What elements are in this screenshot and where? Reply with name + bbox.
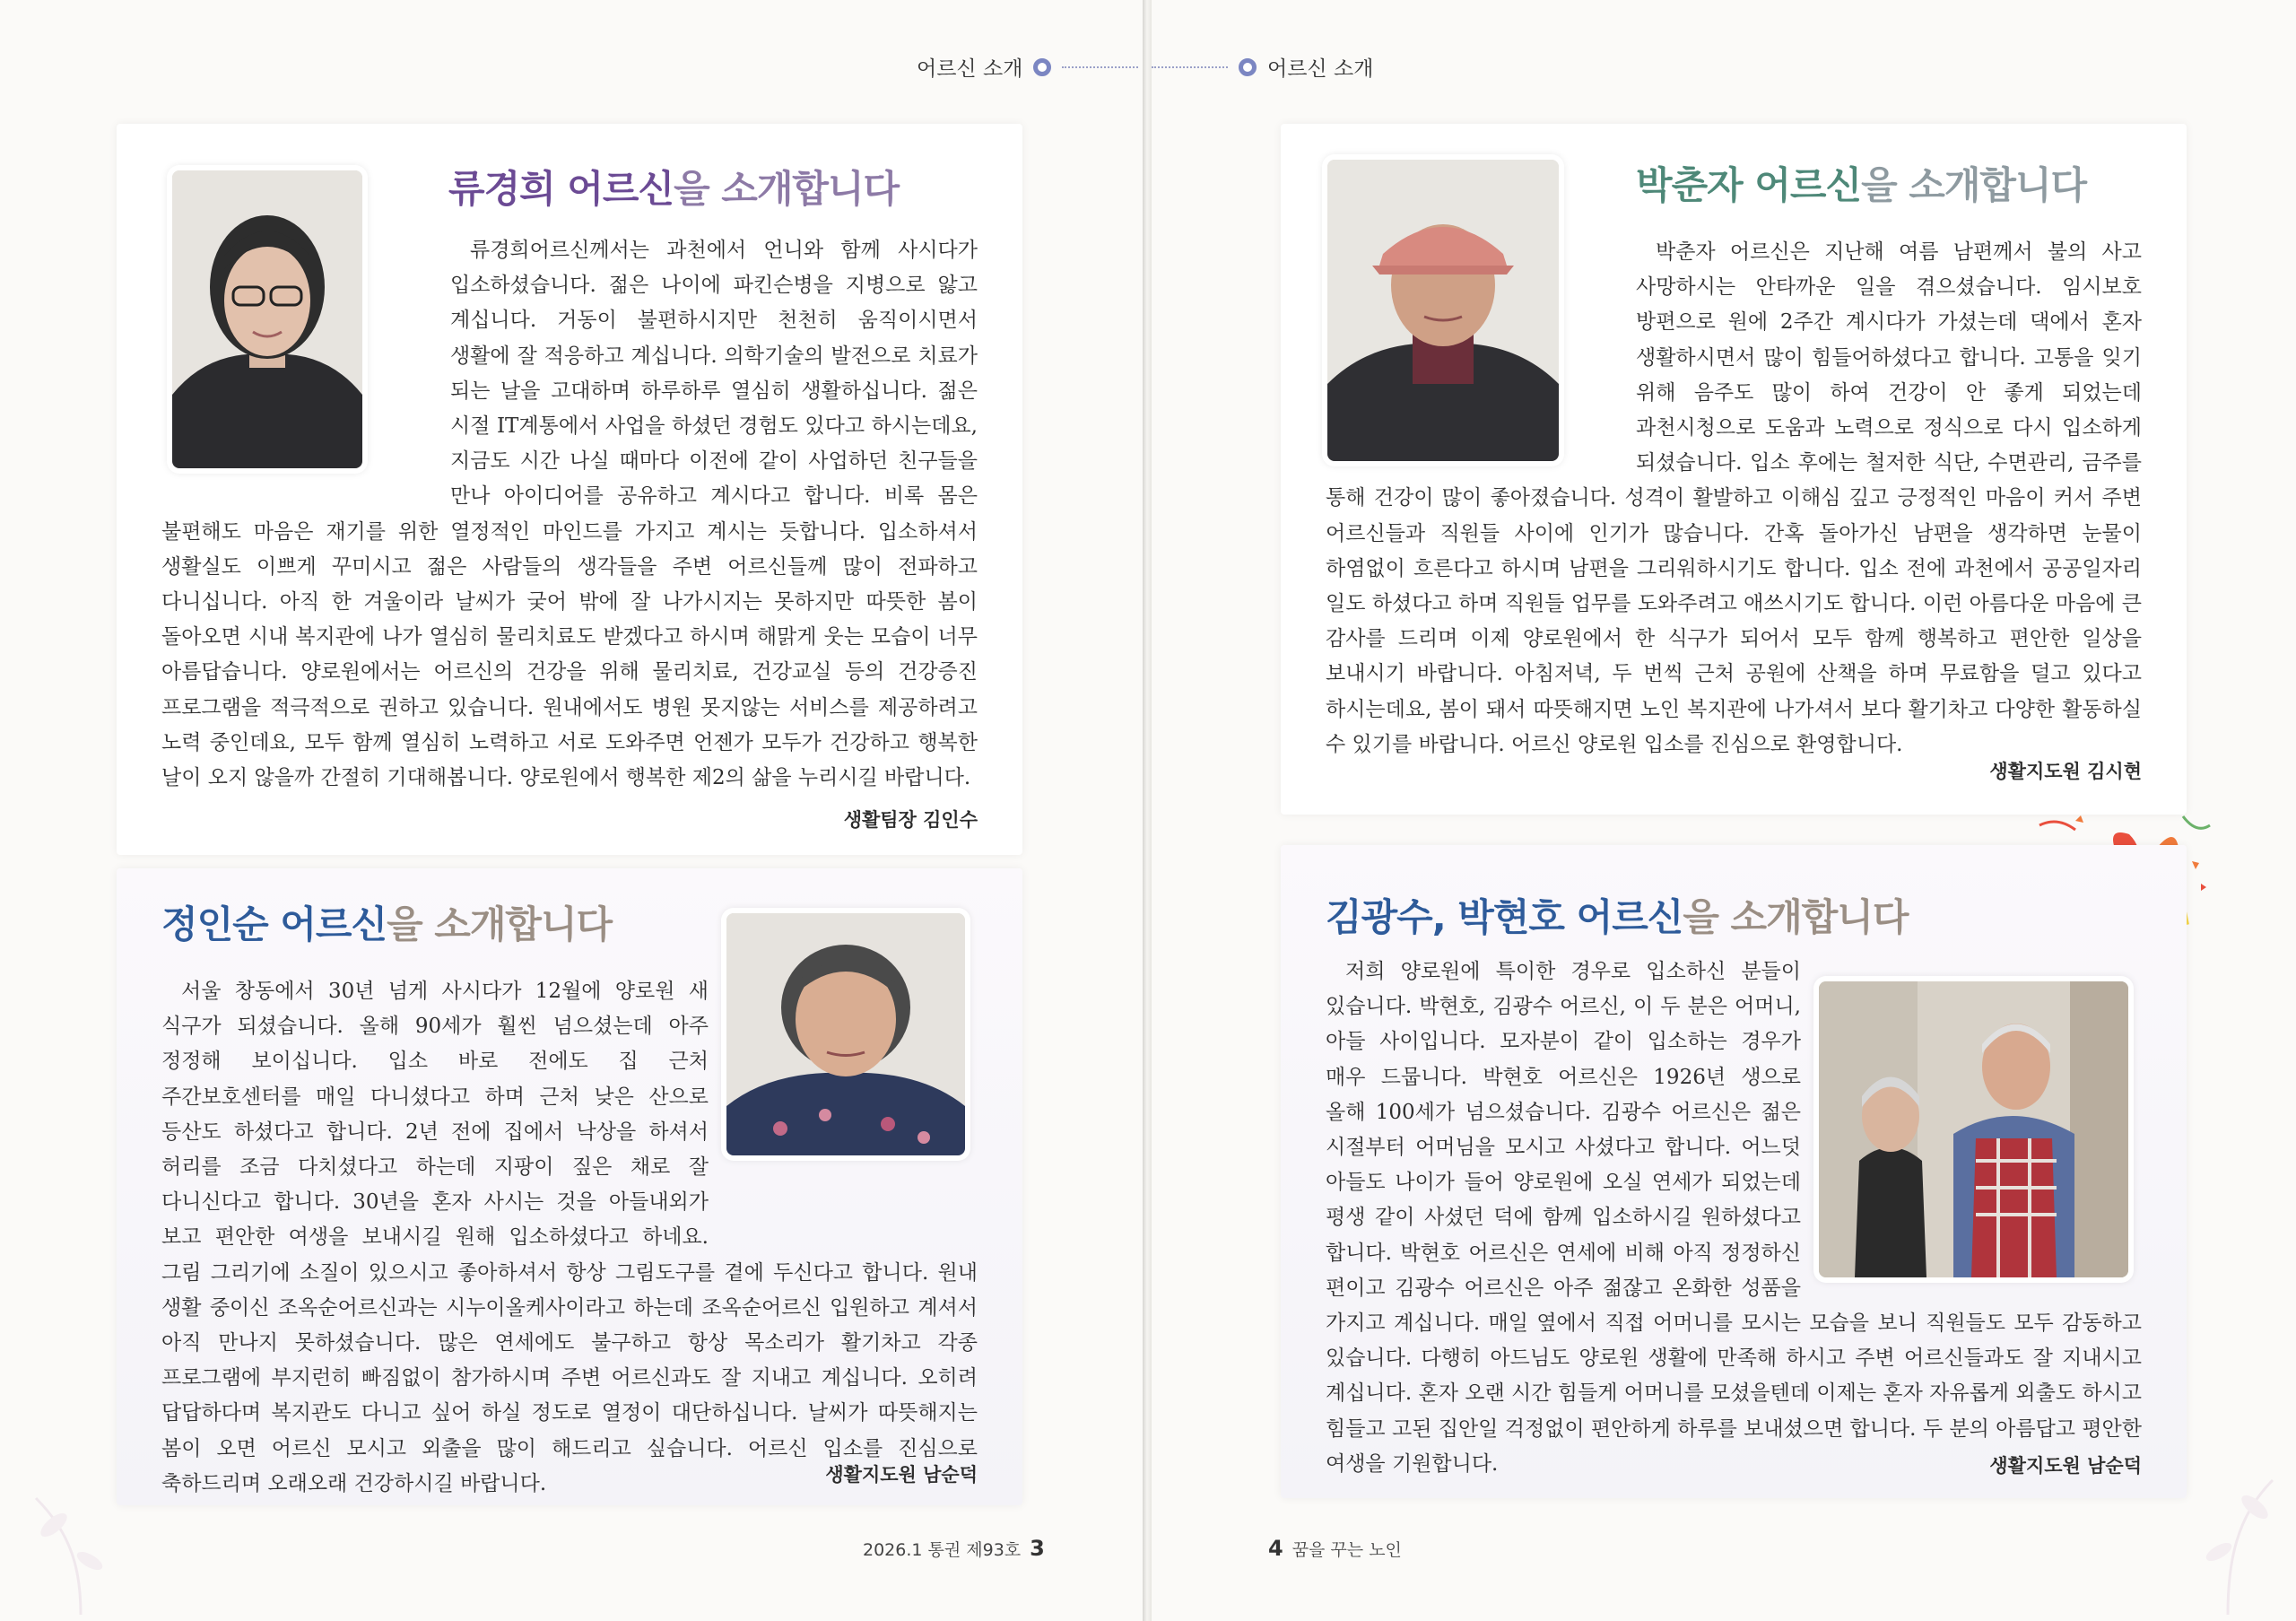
article-headline: 박춘자 어르신을 소개합니다: [1636, 163, 2087, 207]
article-headline: 김광수, 박현호 어르신을 소개합니다: [1326, 895, 1909, 939]
magazine-title: 꿈을 꾸는 노인: [1292, 1540, 1402, 1560]
article-signature: 생활팀장 김인수: [843, 809, 978, 831]
article-signature: 생활지도원 남순덕: [825, 1464, 978, 1486]
left-page: [0, 0, 1144, 1621]
section-label: 어르신 소개: [1152, 52, 1373, 82]
issue-info: 2026.1 통권 제93호: [863, 1540, 1022, 1560]
article-headline: 류경희 어르신을 소개합니다: [448, 167, 900, 211]
timeline-dot-icon: [1239, 58, 1257, 76]
divider: [1062, 66, 1138, 68]
article-signature: 생활지도원 남순덕: [1989, 1455, 2142, 1477]
article-card: [117, 868, 1022, 1505]
article-body: 류경희어르신께서는 과천에서 언니와 함께 사시다가 입소하셨습니다. 젊은 나이에 파킨슨병을 지병으로 앓고 계십니다. 거동이 불편하시지만 천천히 움직이시면서 생활에 잘 적응하고 계십니다. 의학기술의 발전으로 치료가 되는 날을 고대하며 하루하루 열심히 생활하십니다. 젊은 시절 IT계통에서 사업을 하셨던 경험도 있다고 하시는데요, 지금도 시간 나실 때마다 이전에 같이 사업하던 친구들을 만나 아이디어를 공유하고 계시다고 합니다. 비록 몸은 불편해도 마음은 재기를 위한 열정적인 마인드를 가지고 계시는 듯합니다. 입소하셔서 생활실도 이쁘게 꾸미시고 젊은 사람들의 생각들을 주변 어르신들께 많이 전파하고 다니십니다. 아직 한 겨울이라 날씨가 궂어 밖에 잘 나가시지는 못하지만 따뜻한 봄이 돌아오면 시내 복지관에 나가 열심히 물리치료도 받겠다고 하시며 해맑게 웃는 모습이 너무 아름답습니다. 양로원에서는 어르신의 건강을 위해 물리치료, 건강교실 등의 건강증진 프로그램을 적극적으로 권하고 있습니다. 원내에서도 병원 못지않는 서비스를 제공하려고 노력 중인데요, 모두 함께 열심히 노력하고 서로 도와주면 언젠가 모두가 건강하고 행복한 날이 오지 않을까 간절히 기대해봅니다. 양로원에서 행복한 제2의 삶을 누리시길 바랍니다.: [161, 239, 978, 790]
article-card: [1281, 845, 2187, 1498]
article-body: 박춘자 어르신은 지난해 여름 남편께서 불의 사고 사망하시는 안타까운 일을 겪으셨습니다. 임시보호 방편으로 원에 2주간 계시다가 가셨는데 댁에서 혼자 생활하시면서 많이 힘들어하셨다고 합니다. 고통을 잊기 위해 음주도 많이 하여 건강이 안 좋게 되었는데 과천시청으로 도움과 노력으로 정식으로 다시 입소하게 되셨습니다. 입소 후에는 철저한 식단, 수면관리, 금주를 통해 건강이 많이 좋아졌습니다. 성격이 활발하고 이해심 깊고 긍정적인 마음이 커서 주변 어르신들과 직원들 사이에 인기가 많습니다. 간혹 돌아가신 남편을 생각하면 눈물이 하염없이 흐른다고 하시며 남편을 그리워하시기도 합니다. 입소 전에 과천에서 공공일자리 일도 하셨다고 하며 직원들 업무를 도와주려고 애쓰시기도 합니다. 이런 아름다운 마음에 큰 감사를 드리며 이제 양로원에서 한 식구가 되어서 모두 함께 행복하고 편안한 일상을 보내시기 바랍니다. 아침저녁, 두 번씩 근처 공원에 산책을 하며 무료함을 덜고 있다고 하시는데요, 봄이 돼서 따뜻해지면 노인 복지관에 나가셔서 보다 활기차고 다양한 활동하실 수 있기를 바랍니다. 어르신 양로원 입소를 진심으로 환영합니다.: [1326, 240, 2142, 756]
article-body: 저희 양로원에 특이한 경우로 입소하신 분들이 있습니다. 박현호, 김광수 어르신, 이 두 분은 어머니, 아들 사이입니다. 모자분이 같이 입소하는 경우가 매우 드뭅니다. 박현호 어르신은 1926년 생으로 올해 100세가 넘으셨습니다. 김광수 어르신은 젊은 시절부터 어머님을 모시고 사셨다고 합니다. 어느덧 아들도 나이가 들어 양로원에 오실 연세가 되었는데 평생 같이 사셨던 덕에 함께 입소하시길 원하셨다고 합니다. 박현호 어르신은 연세에 비해 아직 정정하신 편이고 김광수 어르신은 아주 젊잖고 온화한 성품을 가지고 계십니다. 매일 옆에서 직접 어머니를 모시는 모습을 보니 직원들도 모두 감동하고 있습니다. 다행히 아드님도 양로원 생활에 만족해 하시고 주변 어르신들과도 잘 지내시고 계십니다. 혼자 오랜 시간 힘들게 어머니를 모셨을텐데 이제는 혼자 자유롭게 외출도 하시고 힘들고 고된 집안일 걱정없이 편안하게 하루를 보내셨으면 합니다. 두 분의 아름답고 평안한 여생을 기원합니다.: [1326, 960, 2142, 1476]
article-card: [1281, 124, 2187, 815]
page-number: 3: [1030, 1536, 1045, 1561]
section-label: 어르신 소개: [917, 52, 1138, 82]
article-card: [117, 124, 1022, 855]
page-footer: [863, 1536, 1045, 1561]
article-headline: 정인순 어르신을 소개합니다: [161, 902, 613, 946]
page-footer: [1268, 1536, 1402, 1561]
article-signature: 생활지도원 김시현: [1989, 761, 2142, 782]
timeline-dot-icon: [1033, 58, 1051, 76]
divider: [1152, 66, 1228, 68]
page-number: 4: [1268, 1536, 1283, 1561]
article-body: 서울 창동에서 30년 넘게 사시다가 12월에 양로원 새 식구가 되셨습니다. 올해 90세가 훨씬 넘으셨는데 아주 정정해 보이십니다. 입소 바로 전에도 집 근처 주간보호센터를 매일 다니셨다고 하며 근처 낮은 산으로 등산도 하셨다고 합니다. 2년 전에 집에서 낙상을 하셔서 허리를 조금 다치셨다고 하는데 지팡이 짚은 채로 잘 다니신다고 합니다. 30년을 혼자 사시는 것을 아들내외가 보고 편안한 여생을 보내시길 원해 입소하셨다고 하네요. 그림 그리기에 소질이 있으시고 좋아하셔서 항상 그림도구를 곁에 두신다고 합니다. 원내 생활 중이신 조옥순어르신과는 시누이올케사이라고 하는데 조옥순어르신 입원하고 계셔서 아직 만나지 못하셨습니다. 많은 연세에도 불구하고 항상 목소리가 활기차고 각종 프로그램에 부지런히 빠짐없이 참가하시며 주변 어르신과도 잘 지내고 계십니다. 오히려 답답하다며 복지관도 다니고 싶어 하실 정도로 열정이 대단하십니다. 날씨가 따뜻해지는 봄이 오면 어르신 모시고 외출을 많이 해드리고 싶습니다. 어르신 입소를 진심으로 축하드리며 오래오래 건강하시길 바랍니다.: [161, 980, 978, 1495]
right-page: [1152, 0, 2296, 1621]
